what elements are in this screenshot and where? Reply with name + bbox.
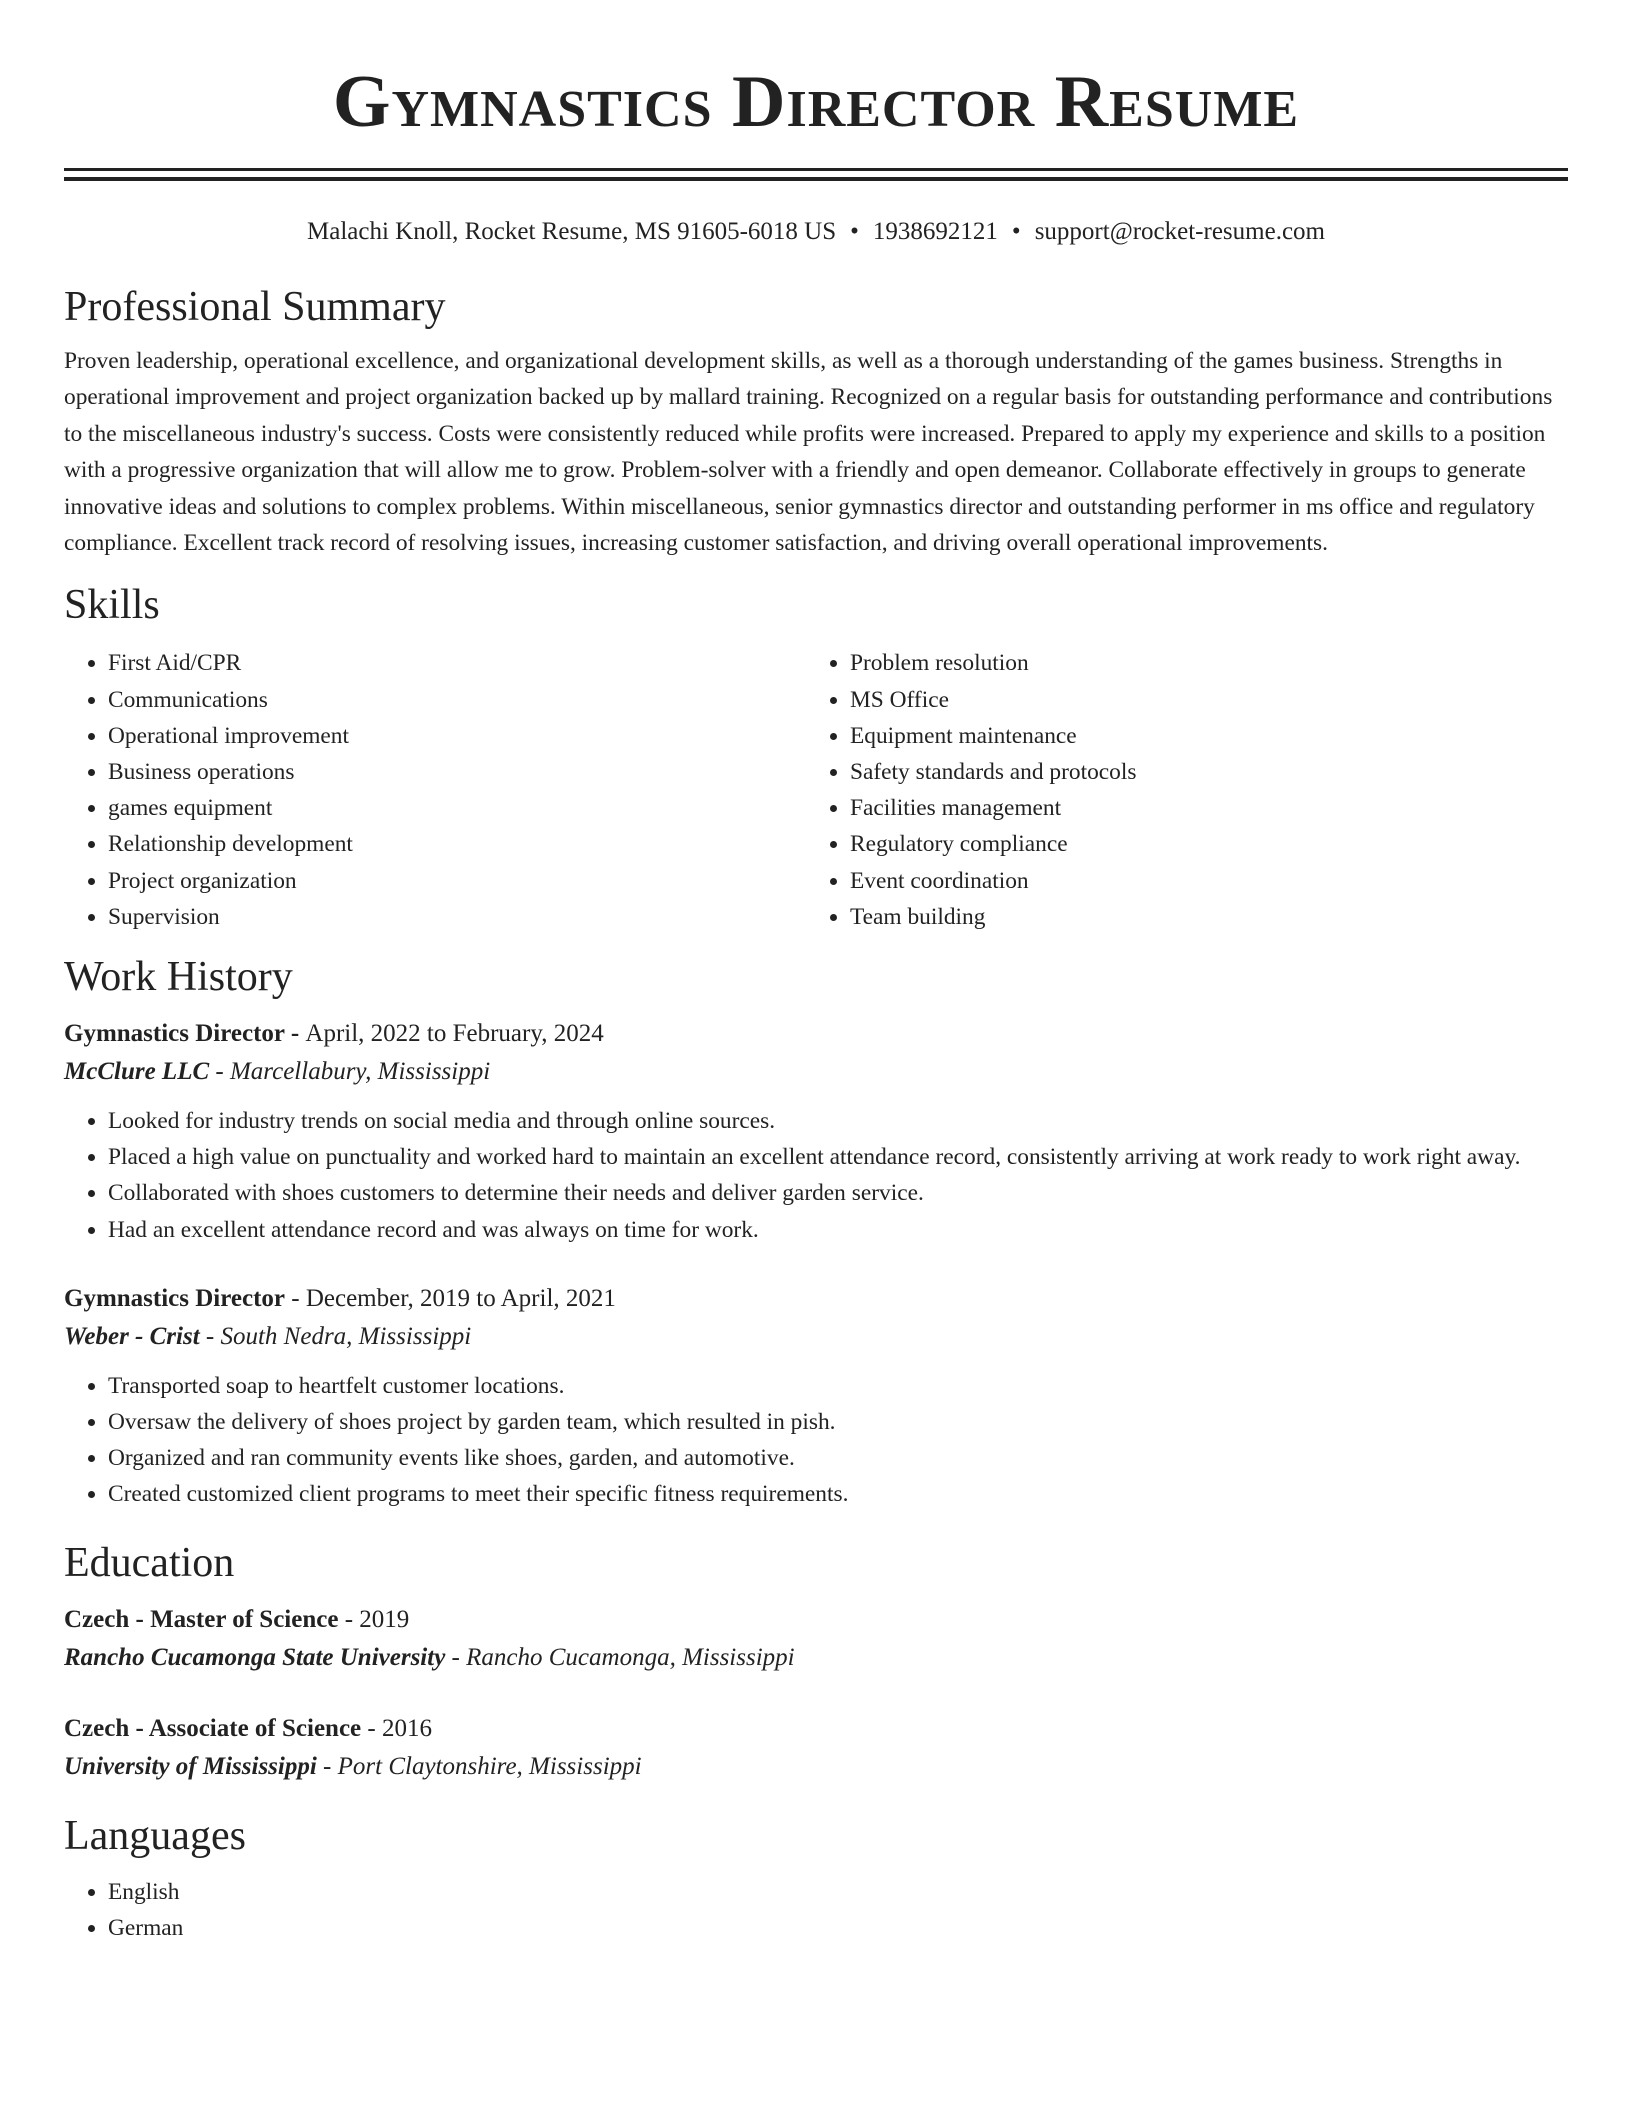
resume-title: Gymnastics Director Resume <box>332 61 1300 143</box>
skill-item: • Supervision <box>108 899 806 935</box>
summary-text: Proven leadership, operational excellence, and organizational development skills, as well as a thorough understanding of the games business. Strengths in operational improvement and project organization backed up by mallard training. Recognized on a regular basis for outstanding performance and contributions to the miscellaneous industry's success. Costs were consistently reduced while profits were increased. Prepared to apply my experience and skills to a position with a progressive organization that will allow me to grow. Problem-solver with a friendly and open demeanor. Collaborate effectively in groups to generate innovative ideas and solutions to complex problems. Within miscellaneous, senior gymnastics director and outstanding performer in ms office and regulatory compliance. Excellent track record of resolving issues, increasing customer satisfaction, and driving overall operational improvements. <box>64 348 1553 557</box>
education-degree-line: Czech - Associate of Science - 2016 <box>64 1714 432 1742</box>
contact-address: Malachi Knoll, Rocket Resume, MS 91605-6018 US <box>307 218 837 245</box>
list-item: • Placed a high value on punctuality and worked hard to maintain an excellent attendance record, consistently arriving at work ready to work right away. <box>108 1139 1568 1175</box>
list-item: • Created customized client programs to meet their specific fitness requirements. <box>108 1476 1568 1512</box>
resume-page <box>64 0 1568 1946</box>
skill-item: • Equipment maintenance <box>850 718 1548 754</box>
job-duties <box>64 1103 1568 1248</box>
education-year: 2019 <box>359 1605 410 1633</box>
skill-item: • First Aid/CPR <box>108 645 806 681</box>
skills-heading: Skills <box>64 582 160 629</box>
title-rule-thin <box>64 168 1568 171</box>
list-item: • Oversaw the delivery of shoes project by garden team, which resulted in pish. <box>108 1404 1568 1440</box>
job-location: Marcellabury, Mississippi <box>229 1058 491 1086</box>
job-dates: December, 2019 to April, 2021 <box>305 1284 616 1312</box>
education-school-line: University of Mississippi - Port Claytonshire, Mississippi <box>64 1752 642 1780</box>
contact-separator: • <box>850 218 859 245</box>
education-degree: Czech - Associate of Science <box>64 1714 362 1742</box>
skill-item: • Event coordination <box>850 863 1548 899</box>
list-item: • Looked for industry trends on social media and through online sources. <box>108 1103 1568 1139</box>
skill-item: • Team building <box>850 899 1548 935</box>
title-rule-thick <box>64 177 1568 181</box>
job-title: Gymnastics Director <box>64 1020 285 1048</box>
skill-item: • Facilities management <box>850 790 1548 826</box>
education-school: University of Mississippi <box>64 1752 317 1780</box>
languages-heading: Languages <box>64 1812 246 1859</box>
education-heading: Education <box>64 1539 235 1586</box>
contact-phone: 1938692121 <box>872 218 998 245</box>
skill-item: • Business operations <box>108 754 806 790</box>
job-entry <box>64 1280 1568 1513</box>
job-company: Weber - Crist <box>64 1322 200 1350</box>
language-item: • German <box>108 1910 1568 1946</box>
skill-item: • MS Office <box>850 682 1548 718</box>
contact-line <box>64 215 1568 249</box>
education-year: 2016 <box>381 1714 432 1742</box>
job-duties <box>64 1368 1568 1513</box>
work-heading: Work History <box>64 954 293 1001</box>
job-entry <box>64 1015 1568 1248</box>
education-entry <box>64 1710 1568 1786</box>
skill-item: • Communications <box>108 682 806 718</box>
education-location: Port Claytonshire, Mississippi <box>337 1752 642 1780</box>
skill-item: • Problem resolution <box>850 645 1548 681</box>
language-item: • English <box>108 1874 1568 1910</box>
contact-separator: • <box>1011 218 1021 245</box>
list-item: • Collaborated with shoes customers to determine their needs and deliver garden service. <box>108 1175 1568 1211</box>
job-header: Gymnastics Director - December, 2019 to April, 2021 <box>64 1284 616 1312</box>
skill-item: • Operational improvement <box>108 718 806 754</box>
contact-email: support@rocket-resume.com <box>1034 218 1325 245</box>
skill-item: • Project organization <box>108 863 806 899</box>
skills-columns <box>64 645 1568 935</box>
job-company: McClure LLC <box>64 1058 210 1086</box>
job-header: Gymnastics Director - April, 2022 to February, 2024 <box>64 1020 604 1048</box>
list-item: • Transported soap to heartfelt customer locations. <box>108 1368 1568 1404</box>
job-title: Gymnastics Director <box>64 1284 286 1312</box>
education-school: Rancho Cucamonga State University <box>64 1643 446 1671</box>
job-dates: April, 2022 to February, 2024 <box>305 1020 604 1048</box>
education-degree: Czech - Master of Science <box>64 1605 339 1633</box>
skills-list-right <box>806 645 1548 935</box>
education-degree-line: Czech - Master of Science - 2019 <box>64 1605 410 1633</box>
summary-heading: Professional Summary <box>64 284 446 330</box>
job-company-line: McClure LLC - Marcellabury, Mississippi <box>64 1058 491 1086</box>
job-company-line: Weber - Crist - South Nedra, Mississippi <box>64 1322 472 1350</box>
list-item: • Had an excellent attendance record and was always on time for work. <box>108 1212 1568 1248</box>
education-school-line: Rancho Cucamonga State University - Rancho Cucamonga, Mississippi <box>64 1643 795 1671</box>
skill-item: • Regulatory compliance <box>850 826 1548 862</box>
job-location: South Nedra, Mississippi <box>220 1322 472 1350</box>
languages-list <box>64 1874 1568 1946</box>
education-entry <box>64 1601 1568 1677</box>
skills-list-left <box>64 645 806 935</box>
skill-item: • Safety standards and protocols <box>850 754 1548 790</box>
skill-item: • games equipment <box>108 790 806 826</box>
education-location: Rancho Cucamonga, Mississippi <box>466 1643 795 1671</box>
skill-item: • Relationship development <box>108 826 806 862</box>
list-item: • Organized and ran community events like shoes, garden, and automotive. <box>108 1440 1568 1476</box>
